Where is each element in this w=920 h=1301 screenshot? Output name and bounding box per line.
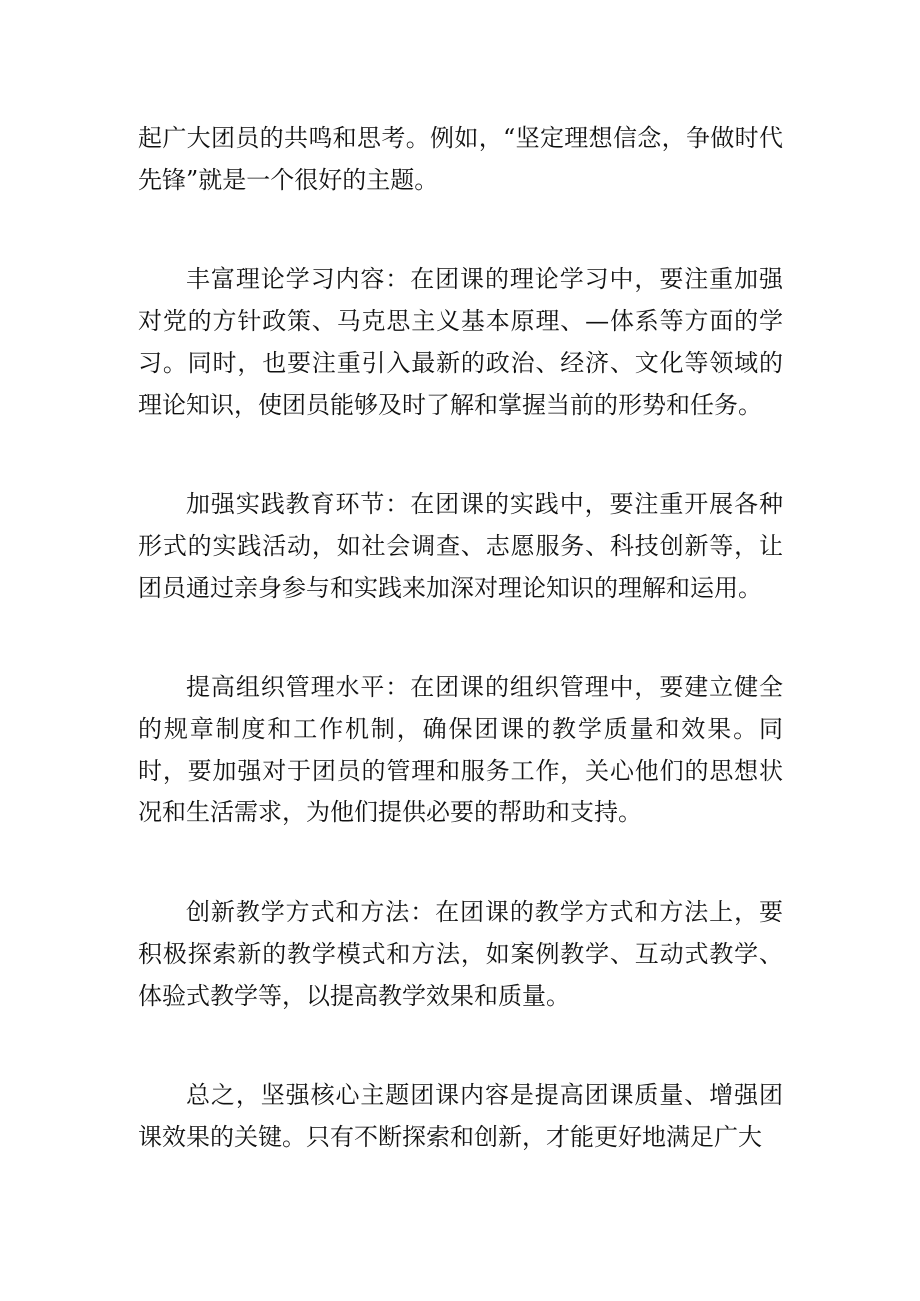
paragraph-conclusion: 总之，坚强核心主题团课内容是提高团课质量、增强团课效果的关键。只有不断探索和创新，才能更好地满足广大 [138,1081,783,1151]
paragraph-practice-education: 加强实践教育环节：在团课的实践中，要注重开展各种形式的实践活动，如社会调查、志愿服务、科技创新等，让团员通过亲身参与和实践来加深对理论知识的理解和运用。 [138,490,783,602]
paragraph-organization-management: 提高组织管理水平：在团课的组织管理中，要建立健全的规章制度和工作机制，确保团课的教学质量和效果。同时，要加强对于团员的管理和服务工作，关心他们的思想状况和生活需求，为他们提供必要的帮助和支持。 [138,673,783,827]
paragraph-continuation: 起广大团员的共鸣和思考。例如，“坚定理想信念，争做时代先锋”就是一个很好的主题。 [138,124,783,194]
paragraph-teaching-innovation: 创新教学方式和方法：在团课的教学方式和方法上，要积极探索新的教学模式和方法，如案例教学、互动式教学、体验式教学等，以提高教学效果和质量。 [138,898,783,1010]
paragraph-theory-study: 丰富理论学习内容：在团课的理论学习中，要注重加强对党的方针政策、马克思主义基本原理、—体系等方面的学习。同时，也要注重引入最新的政治、经济、文化等领域的理论知识，使团员能够及时了解和掌握当前的形势和任务。 [138,265,783,419]
document-body [138,118,783,1217]
